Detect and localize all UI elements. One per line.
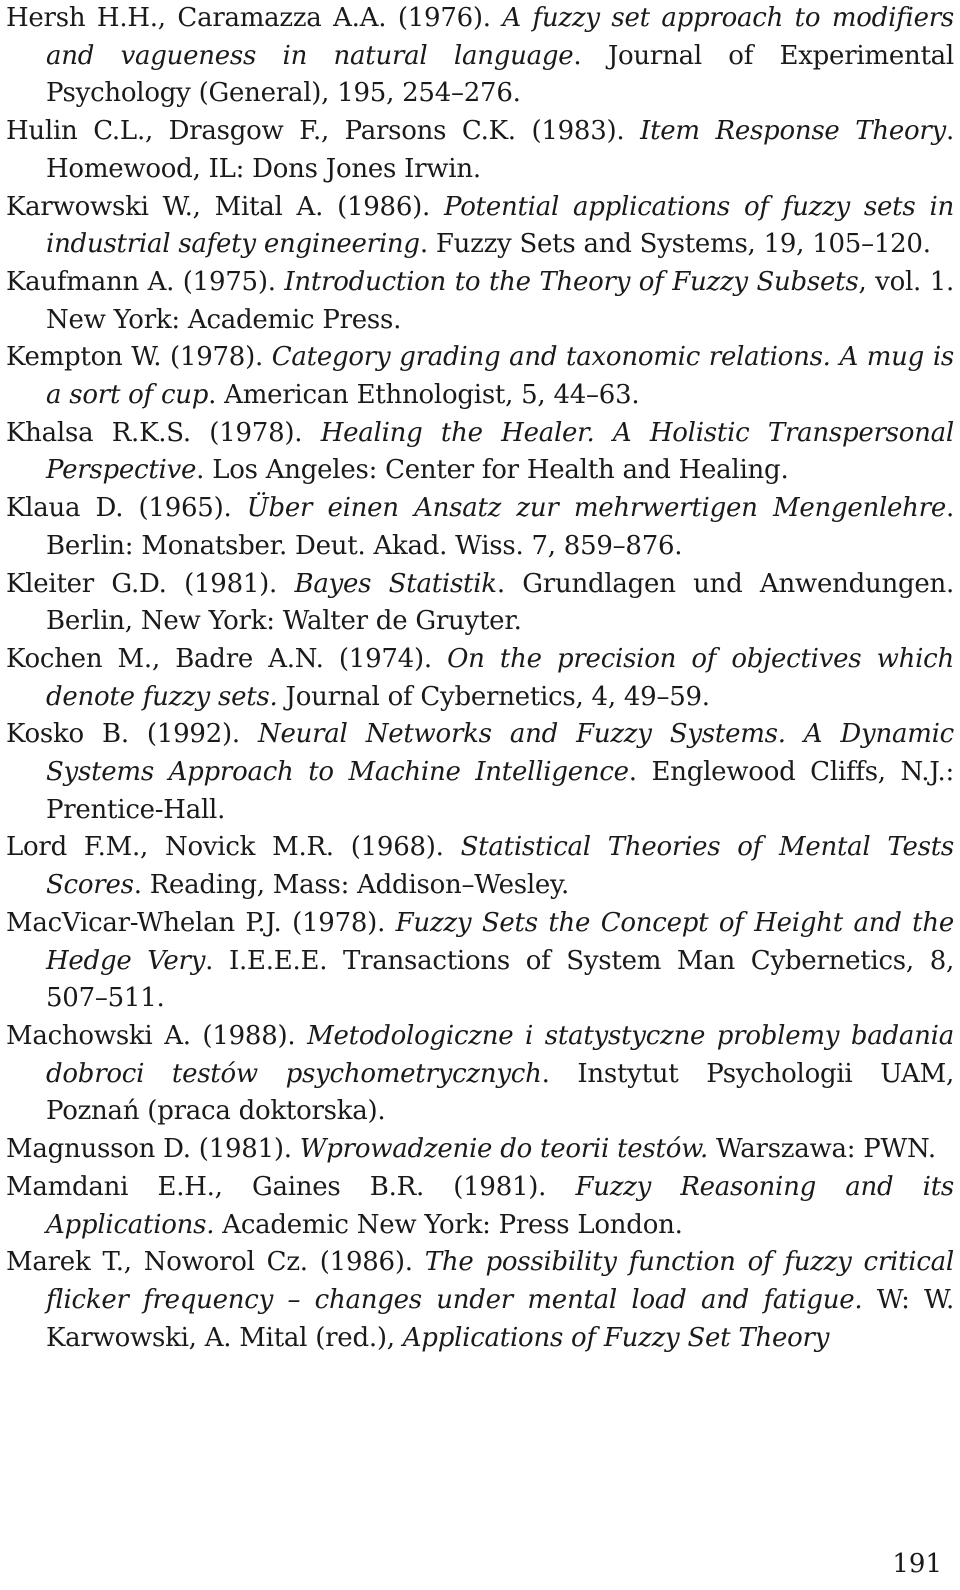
reference-publication: . I.E.E.E. Transactions of System Man Cybernetics, 8, 507–511. (46, 945, 954, 1014)
reference-title: Introduction to the Theory of Fuzzy Subsets (284, 266, 859, 297)
reference-entry (6, 1244, 954, 1357)
reference-publication: Warszawa: PWN. (708, 1134, 936, 1165)
reference-title: Category grading and taxonomic relations. A mug is a sort of cup (46, 342, 954, 411)
reference-publication: . American Ethnologist, 5, 44–63. (208, 380, 640, 411)
reference-entry (6, 264, 954, 339)
reference-authors: Hulin C.L., Drasgow F., Parsons C.K. (1983). (6, 116, 641, 147)
reference-publication: W: W. Karwowski, A. Mital (red.), (46, 1284, 954, 1353)
reference-publication: Academic New York: Press London. (214, 1209, 683, 1240)
reference-publication: . Homewood, IL: Dons Jones Irwin. (46, 116, 954, 184)
reference-authors: Kochen M., Badre A.N. (1974). (6, 643, 448, 674)
reference-entry (6, 566, 954, 641)
reference-authors: Kaufmann A. (1975). (6, 266, 285, 297)
reference-authors: Khalsa R.K.S. (1978). (6, 417, 321, 448)
reference-entry (6, 415, 954, 490)
reference-title: Metodologiczne i statystyczne problemy badania dobroci testów psychometrycznych (46, 1020, 954, 1089)
reference-entry (6, 113, 954, 188)
reference-title: A fuzzy set approach to modifiers and vagueness in natural language (46, 3, 954, 71)
reference-title: Wprowadzenie do teorii testów. (299, 1134, 709, 1165)
reference-title: Statistical Theories of Mental Tests Scores (46, 832, 954, 901)
reference-publication: . Englewood Cliffs, N.J.: Prentice-Hall. (46, 757, 954, 825)
reference-entry (6, 189, 954, 264)
reference-publication: . Instytut Psychologii UAM, Poznań (praca doktorska). (46, 1058, 954, 1127)
reference-authors: Kleiter G.D. (1981). (6, 568, 295, 599)
reference-authors: Magnusson D. (1981). (6, 1134, 300, 1165)
reference-authors: Kempton W. (1978). (6, 342, 272, 373)
reference-publication: . Reading, Mass: Addison–Wesley. (133, 870, 570, 901)
reference-title: Neural Networks and Fuzzy Systems. A Dynamic Systems Approach to Machine Intelligence (46, 719, 954, 788)
reference-entry (6, 490, 954, 565)
reference-title: Über einen Ansatz zur mehrwertigen Mengenlehre (246, 493, 946, 524)
reference-publication: . Fuzzy Sets and Systems, 19, 105–120. (419, 229, 931, 260)
reference-publication: . Grundlagen und Anwendungen. Berlin, New York: Walter de Gruyter. (46, 568, 954, 637)
reference-title: On the precision of objectives which denote fuzzy sets. (46, 643, 954, 712)
reference-entry (6, 0, 954, 113)
reference-publication: . Los Angeles: Center for Health and Healing. (196, 455, 789, 486)
reference-authors: Kosko B. (1992). (6, 719, 258, 750)
reference-entry (6, 716, 954, 829)
reference-title: Healing the Healer. A Holistic Transpersonal Perspective (46, 417, 954, 486)
reference-book-title: Applications of Fuzzy Set Theory (402, 1322, 830, 1353)
reference-publication: Journal of Cybernetics, 4, 49–59. (277, 681, 710, 712)
reference-authors: Marek T., Noworol Cz. (1986). (6, 1247, 425, 1278)
reference-title: Bayes Statistik (294, 568, 497, 599)
reference-entry (6, 1169, 954, 1244)
reference-entry (6, 829, 954, 904)
reference-title: The possibility function of fuzzy critical flicker frequency – changes under mental load and fatigue. (46, 1247, 954, 1315)
reference-authors: Klaua D. (1965). (6, 493, 247, 524)
reference-list (6, 0, 954, 1357)
reference-entry (6, 1018, 954, 1131)
reference-title: Fuzzy Sets the Concept of Height and the Hedge Very (46, 907, 954, 976)
reference-title: Potential applications of fuzzy sets in industrial safety engineering (46, 191, 954, 260)
reference-entry (6, 339, 954, 414)
reference-title: Fuzzy Reasoning and its Applications. (46, 1171, 954, 1240)
reference-publication: . Journal of Experimental Psychology (General), 195, 254–276. (46, 40, 954, 109)
reference-authors: Hersh H.H., Caramazza A.A. (1976). (6, 3, 503, 33)
reference-entry (6, 905, 954, 1018)
page-number: 191 (892, 1549, 942, 1579)
reference-authors: Machowski A. (1988). (6, 1020, 308, 1051)
reference-authors: Lord F.M., Novick M.R. (1968). (6, 832, 461, 863)
reference-authors: Karwowski W., Mital A. (1986). (6, 191, 445, 222)
reference-publication: , vol. 1. New York: Academic Press. (46, 266, 954, 335)
reference-entry (6, 1131, 954, 1169)
reference-authors: MacVicar-Whelan P.J. (1978). (6, 907, 396, 938)
reference-publication: . Berlin: Monatsber. Deut. Akad. Wiss. 7, 859–876. (46, 493, 955, 561)
reference-title: Item Response Theory (640, 116, 946, 147)
reference-entry (6, 641, 954, 716)
reference-authors: Mamdani E.H., Gaines B.R. (1981). (6, 1171, 576, 1202)
